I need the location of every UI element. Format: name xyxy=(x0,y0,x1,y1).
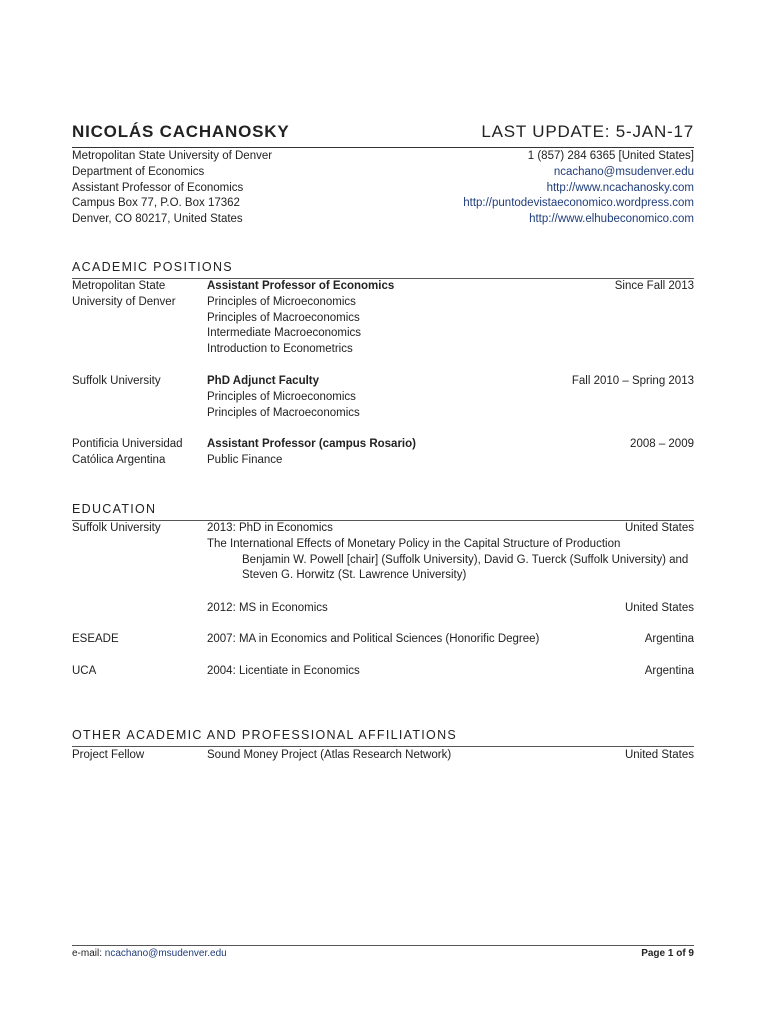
position-dates: Since Fall 2013 xyxy=(614,280,694,292)
email-link[interactable]: ncachano@msudenver.edu xyxy=(553,165,694,178)
address-line: Metropolitan State University of Denver xyxy=(72,150,273,162)
position-entry xyxy=(72,374,694,421)
address-line: Department of Economics xyxy=(72,165,205,178)
page-footer xyxy=(72,948,694,959)
institution-name: Pontificia Universidad xyxy=(72,438,183,450)
footer-divider xyxy=(72,945,694,946)
degree-country: Argentina xyxy=(644,665,694,677)
position-title: Assistant Professor of Economics xyxy=(207,280,395,292)
course-item: Intermediate Macroeconomics xyxy=(207,327,362,340)
last-update: LAST UPDATE: 5-JAN-17 xyxy=(481,122,694,141)
degree-name: 2013: PhD in Economics xyxy=(207,522,333,534)
degree-country: Argentina xyxy=(644,633,694,645)
degree-country: United States xyxy=(624,602,694,614)
blog-link[interactable]: http://puntodevistaeconomico.wordpress.com xyxy=(463,197,694,210)
education-entry xyxy=(72,601,694,617)
position-title: Assistant Professor (campus Rosario) xyxy=(207,438,416,450)
course-item: Principles of Microeconomics xyxy=(207,390,356,403)
education-entry xyxy=(72,521,694,584)
affiliation-country: United States xyxy=(624,749,694,761)
course-item: Introduction to Econometrics xyxy=(207,343,353,356)
footer-email-label: e-mail: xyxy=(72,948,105,959)
thesis-committee: Steven G. Horwitz (St. Lawrence University) xyxy=(242,569,467,582)
institution-name: ESEADE xyxy=(72,633,119,645)
cv-page xyxy=(72,0,694,1024)
institution-name: Suffolk University xyxy=(72,375,161,387)
degree-name: 2007: MA in Economics and Political Sciences (Honorific Degree) xyxy=(207,633,540,645)
affiliation-entry xyxy=(72,748,694,764)
page-number: Page 1 of 9 xyxy=(641,948,694,959)
address-line: Campus Box 77, P.O. Box 17362 xyxy=(72,197,240,210)
contact-block xyxy=(72,149,694,228)
institution-name: Metropolitan State xyxy=(72,280,166,292)
phone-number: 1 (857) 284 6365 [United States] xyxy=(527,150,694,162)
position-entry xyxy=(72,437,694,469)
degree-name: 2012: MS in Economics xyxy=(207,602,328,614)
degree-country: United States xyxy=(624,522,694,534)
website-link[interactable]: http://www.ncachanosky.com xyxy=(546,181,694,194)
cv-header xyxy=(72,122,694,142)
institution-name: Suffolk University xyxy=(72,522,161,534)
footer-email-link[interactable]: ncachano@msudenver.edu xyxy=(104,948,227,959)
course-item: Principles of Macroeconomics xyxy=(207,311,360,324)
thesis-title: The International Effects of Monetary Policy in the Capital Structure of Production xyxy=(207,537,621,550)
position-dates: 2008 – 2009 xyxy=(630,438,694,450)
section-divider xyxy=(72,746,694,747)
position-title: PhD Adjunct Faculty xyxy=(207,375,320,387)
institution-name: Católica Argentina xyxy=(72,453,166,466)
institution-name: UCA xyxy=(72,665,97,677)
institution-name: University of Denver xyxy=(72,295,176,308)
course-item: Principles of Macroeconomics xyxy=(207,406,360,419)
section-title-education: EDUCATION xyxy=(72,502,157,516)
degree-name: 2004: Licentiate in Economics xyxy=(207,665,360,677)
hub-link[interactable]: http://www.elhubeconomico.com xyxy=(529,213,694,226)
affiliation-role: Project Fellow xyxy=(72,749,145,761)
course-item: Principles of Microeconomics xyxy=(207,295,356,308)
address-line: Denver, CO 80217, United States xyxy=(72,213,243,226)
section-title-affiliations: OTHER ACADEMIC AND PROFESSIONAL AFFILIATIONS xyxy=(72,728,458,742)
education-entry xyxy=(72,664,694,680)
author-name: NICOLÁS CACHANOSKY xyxy=(72,122,290,141)
position-entry xyxy=(72,279,694,358)
affiliation-org: Sound Money Project (Atlas Research Network) xyxy=(207,749,452,761)
position-dates: Fall 2010 – Spring 2013 xyxy=(571,375,694,387)
address-line: Assistant Professor of Economics xyxy=(72,181,244,194)
section-title-academic: ACADEMIC POSITIONS xyxy=(72,260,233,274)
education-entry xyxy=(72,632,694,648)
course-item: Public Finance xyxy=(207,453,283,466)
header-divider xyxy=(72,147,694,148)
thesis-committee: Benjamin W. Powell [chair] (Suffolk University), David G. Tuerck (Suffolk University) and xyxy=(242,553,689,566)
